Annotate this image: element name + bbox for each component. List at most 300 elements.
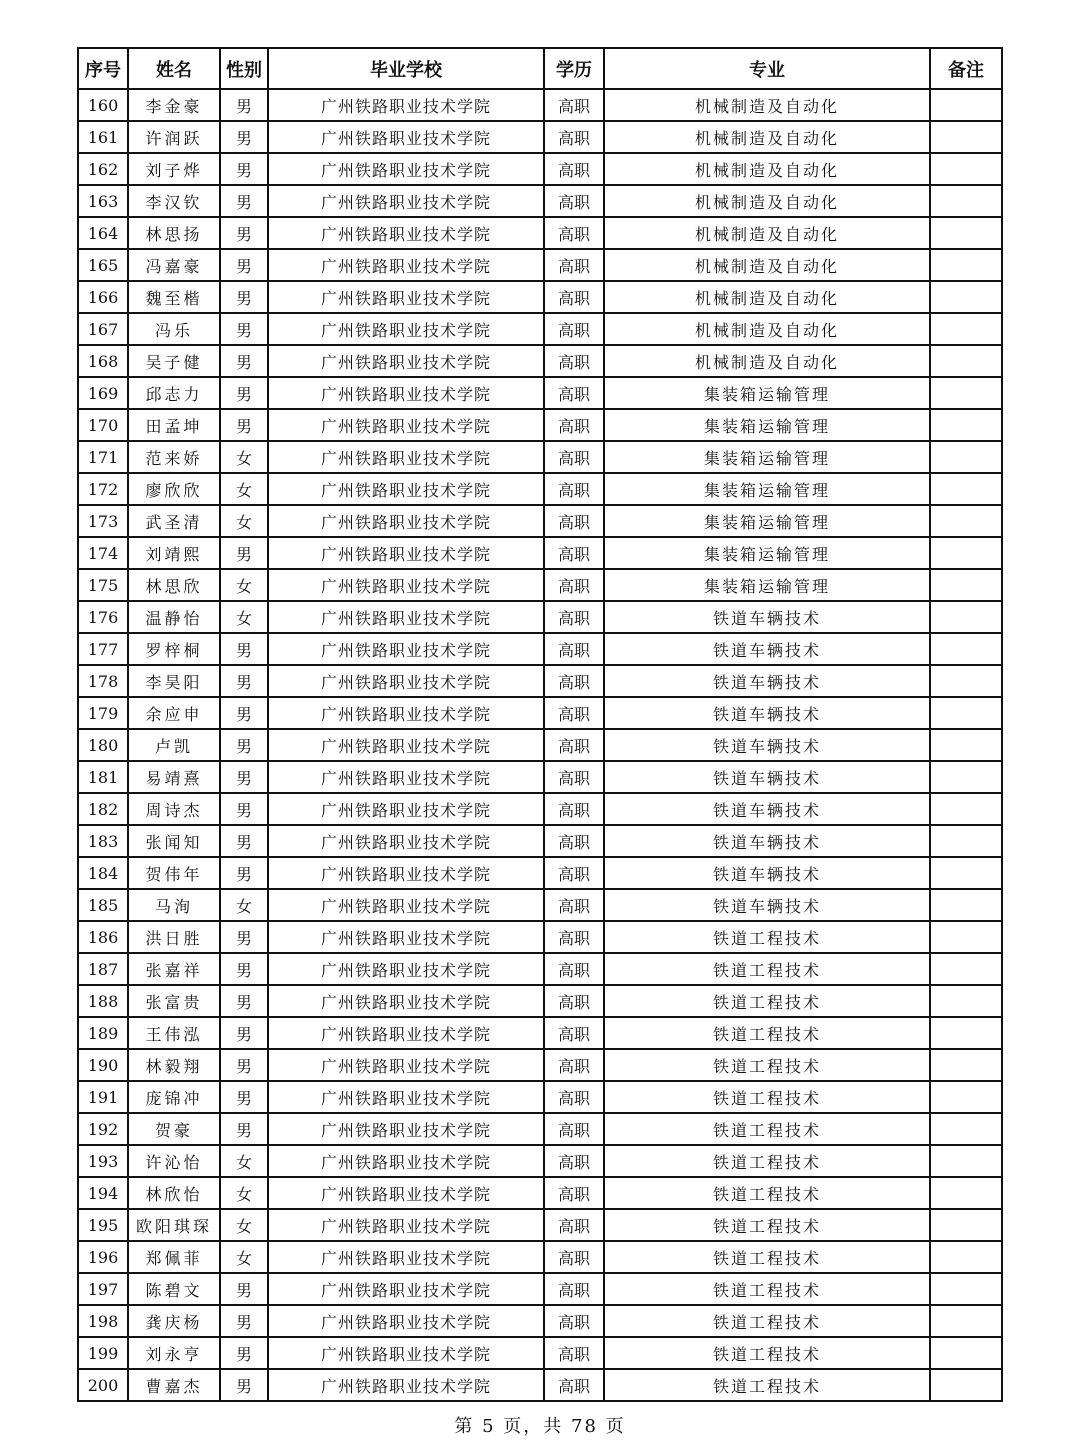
cell-name: 林思扬 xyxy=(128,217,220,249)
cell-education: 高职 xyxy=(544,249,604,281)
cell-education: 高职 xyxy=(544,1145,604,1177)
cell-remarks xyxy=(930,1177,1002,1209)
cell-name: 王伟泓 xyxy=(128,1017,220,1049)
cell-major: 铁道工程技术 xyxy=(604,1081,930,1113)
cell-education: 高职 xyxy=(544,409,604,441)
cell-name: 刘永亨 xyxy=(128,1337,220,1369)
cell-remarks xyxy=(930,1017,1002,1049)
cell-seq: 163 xyxy=(78,185,128,217)
cell-school: 广州铁路职业技术学院 xyxy=(268,857,544,889)
cell-remarks xyxy=(930,729,1002,761)
cell-seq: 164 xyxy=(78,217,128,249)
cell-remarks xyxy=(930,185,1002,217)
table-row xyxy=(78,1177,1002,1209)
table-row xyxy=(78,537,1002,569)
cell-school: 广州铁路职业技术学院 xyxy=(268,185,544,217)
cell-gender: 男 xyxy=(220,313,268,345)
cell-seq: 199 xyxy=(78,1337,128,1369)
table-row xyxy=(78,121,1002,153)
cell-major: 铁道工程技术 xyxy=(604,953,930,985)
cell-remarks xyxy=(930,281,1002,313)
cell-education: 高职 xyxy=(544,121,604,153)
cell-seq: 174 xyxy=(78,537,128,569)
cell-name: 冯乐 xyxy=(128,313,220,345)
cell-name: 郑佩菲 xyxy=(128,1241,220,1273)
cell-gender: 男 xyxy=(220,985,268,1017)
cell-seq: 195 xyxy=(78,1209,128,1241)
cell-gender: 男 xyxy=(220,761,268,793)
cell-remarks xyxy=(930,1305,1002,1337)
cell-seq: 167 xyxy=(78,313,128,345)
cell-seq: 197 xyxy=(78,1273,128,1305)
cell-major: 铁道工程技术 xyxy=(604,1369,930,1401)
cell-school: 广州铁路职业技术学院 xyxy=(268,985,544,1017)
cell-seq: 184 xyxy=(78,857,128,889)
cell-education: 高职 xyxy=(544,1177,604,1209)
cell-major: 铁道车辆技术 xyxy=(604,857,930,889)
cell-school: 广州铁路职业技术学院 xyxy=(268,1305,544,1337)
cell-education: 高职 xyxy=(544,89,604,121)
table-row xyxy=(78,505,1002,537)
table-row xyxy=(78,473,1002,505)
cell-major: 机械制造及自动化 xyxy=(604,281,930,313)
cell-major: 铁道车辆技术 xyxy=(604,889,930,921)
cell-education: 高职 xyxy=(544,761,604,793)
cell-gender: 男 xyxy=(220,825,268,857)
header-name: 姓名 xyxy=(128,48,220,89)
cell-major: 铁道车辆技术 xyxy=(604,761,930,793)
cell-name: 李昊阳 xyxy=(128,665,220,697)
cell-gender: 男 xyxy=(220,633,268,665)
cell-gender: 男 xyxy=(220,1273,268,1305)
cell-seq: 177 xyxy=(78,633,128,665)
cell-gender: 男 xyxy=(220,345,268,377)
cell-school: 广州铁路职业技术学院 xyxy=(268,729,544,761)
table-row xyxy=(78,1113,1002,1145)
table-row xyxy=(78,985,1002,1017)
cell-gender: 男 xyxy=(220,729,268,761)
cell-education: 高职 xyxy=(544,1241,604,1273)
cell-seq: 194 xyxy=(78,1177,128,1209)
table-row xyxy=(78,857,1002,889)
cell-seq: 186 xyxy=(78,921,128,953)
cell-name: 贺伟年 xyxy=(128,857,220,889)
cell-school: 广州铁路职业技术学院 xyxy=(268,601,544,633)
cell-school: 广州铁路职业技术学院 xyxy=(268,537,544,569)
cell-remarks xyxy=(930,537,1002,569)
cell-seq: 169 xyxy=(78,377,128,409)
cell-major: 集装箱运输管理 xyxy=(604,377,930,409)
cell-education: 高职 xyxy=(544,313,604,345)
cell-remarks xyxy=(930,889,1002,921)
cell-seq: 162 xyxy=(78,153,128,185)
table-row xyxy=(78,217,1002,249)
cell-seq: 173 xyxy=(78,505,128,537)
cell-major: 集装箱运输管理 xyxy=(604,441,930,473)
cell-school: 广州铁路职业技术学院 xyxy=(268,1241,544,1273)
cell-gender: 男 xyxy=(220,953,268,985)
cell-remarks xyxy=(930,569,1002,601)
cell-major: 铁道车辆技术 xyxy=(604,697,930,729)
table-row xyxy=(78,377,1002,409)
table-row xyxy=(78,1081,1002,1113)
cell-school: 广州铁路职业技术学院 xyxy=(268,761,544,793)
cell-seq: 180 xyxy=(78,729,128,761)
cell-school: 广州铁路职业技术学院 xyxy=(268,89,544,121)
cell-name: 范来娇 xyxy=(128,441,220,473)
cell-remarks xyxy=(930,1209,1002,1241)
cell-name: 张富贵 xyxy=(128,985,220,1017)
table-row xyxy=(78,665,1002,697)
cell-remarks xyxy=(930,857,1002,889)
cell-remarks xyxy=(930,633,1002,665)
cell-education: 高职 xyxy=(544,1305,604,1337)
cell-name: 周诗杰 xyxy=(128,793,220,825)
cell-name: 武圣清 xyxy=(128,505,220,537)
roster-table xyxy=(77,47,1003,1402)
table-row xyxy=(78,761,1002,793)
cell-education: 高职 xyxy=(544,185,604,217)
cell-gender: 男 xyxy=(220,1049,268,1081)
cell-gender: 男 xyxy=(220,217,268,249)
cell-major: 铁道工程技术 xyxy=(604,1017,930,1049)
cell-seq: 165 xyxy=(78,249,128,281)
cell-school: 广州铁路职业技术学院 xyxy=(268,569,544,601)
cell-remarks xyxy=(930,1337,1002,1369)
cell-remarks xyxy=(930,1081,1002,1113)
cell-name: 林毅翔 xyxy=(128,1049,220,1081)
cell-remarks xyxy=(930,249,1002,281)
cell-education: 高职 xyxy=(544,857,604,889)
cell-school: 广州铁路职业技术学院 xyxy=(268,505,544,537)
table-row xyxy=(78,793,1002,825)
cell-name: 刘子烨 xyxy=(128,153,220,185)
cell-education: 高职 xyxy=(544,1337,604,1369)
cell-name: 洪日胜 xyxy=(128,921,220,953)
table-row xyxy=(78,697,1002,729)
cell-name: 马洵 xyxy=(128,889,220,921)
cell-school: 广州铁路职业技术学院 xyxy=(268,281,544,313)
cell-school: 广州铁路职业技术学院 xyxy=(268,697,544,729)
table-row xyxy=(78,889,1002,921)
cell-education: 高职 xyxy=(544,1273,604,1305)
cell-education: 高职 xyxy=(544,921,604,953)
cell-major: 铁道工程技术 xyxy=(604,1209,930,1241)
cell-seq: 183 xyxy=(78,825,128,857)
cell-school: 广州铁路职业技术学院 xyxy=(268,921,544,953)
cell-education: 高职 xyxy=(544,569,604,601)
cell-name: 林思欣 xyxy=(128,569,220,601)
cell-major: 集装箱运输管理 xyxy=(604,569,930,601)
cell-name: 贺豪 xyxy=(128,1113,220,1145)
cell-name: 张嘉祥 xyxy=(128,953,220,985)
cell-remarks xyxy=(930,473,1002,505)
cell-gender: 男 xyxy=(220,89,268,121)
cell-seq: 200 xyxy=(78,1369,128,1401)
table-body xyxy=(78,89,1002,1401)
cell-name: 李金豪 xyxy=(128,89,220,121)
cell-gender: 女 xyxy=(220,441,268,473)
cell-education: 高职 xyxy=(544,537,604,569)
table-row xyxy=(78,1337,1002,1369)
cell-remarks xyxy=(930,377,1002,409)
cell-seq: 171 xyxy=(78,441,128,473)
cell-seq: 178 xyxy=(78,665,128,697)
cell-seq: 172 xyxy=(78,473,128,505)
cell-gender: 男 xyxy=(220,1305,268,1337)
cell-gender: 男 xyxy=(220,377,268,409)
cell-gender: 男 xyxy=(220,697,268,729)
table-row xyxy=(78,825,1002,857)
cell-remarks xyxy=(930,153,1002,185)
table-row xyxy=(78,1145,1002,1177)
cell-major: 铁道工程技术 xyxy=(604,1049,930,1081)
table-header-row xyxy=(78,48,1002,89)
cell-school: 广州铁路职业技术学院 xyxy=(268,153,544,185)
cell-gender: 男 xyxy=(220,1081,268,1113)
cell-remarks xyxy=(930,953,1002,985)
cell-gender: 女 xyxy=(220,569,268,601)
cell-major: 机械制造及自动化 xyxy=(604,121,930,153)
cell-school: 广州铁路职业技术学院 xyxy=(268,953,544,985)
cell-seq: 187 xyxy=(78,953,128,985)
table-row xyxy=(78,633,1002,665)
cell-school: 广州铁路职业技术学院 xyxy=(268,1177,544,1209)
cell-remarks xyxy=(930,1049,1002,1081)
table-row xyxy=(78,1241,1002,1273)
cell-education: 高职 xyxy=(544,1081,604,1113)
cell-seq: 161 xyxy=(78,121,128,153)
cell-gender: 女 xyxy=(220,1209,268,1241)
cell-remarks xyxy=(930,1145,1002,1177)
cell-education: 高职 xyxy=(544,473,604,505)
cell-name: 许润跃 xyxy=(128,121,220,153)
cell-gender: 女 xyxy=(220,601,268,633)
table-row xyxy=(78,89,1002,121)
cell-education: 高职 xyxy=(544,505,604,537)
header-gender: 性别 xyxy=(220,48,268,89)
cell-school: 广州铁路职业技术学院 xyxy=(268,473,544,505)
cell-name: 许沁怡 xyxy=(128,1145,220,1177)
cell-remarks xyxy=(930,409,1002,441)
cell-seq: 196 xyxy=(78,1241,128,1273)
cell-gender: 男 xyxy=(220,793,268,825)
cell-seq: 170 xyxy=(78,409,128,441)
cell-education: 高职 xyxy=(544,697,604,729)
cell-seq: 160 xyxy=(78,89,128,121)
cell-remarks xyxy=(930,921,1002,953)
cell-education: 高职 xyxy=(544,793,604,825)
cell-major: 铁道工程技术 xyxy=(604,1273,930,1305)
cell-gender: 男 xyxy=(220,921,268,953)
table-row xyxy=(78,185,1002,217)
cell-seq: 190 xyxy=(78,1049,128,1081)
cell-seq: 181 xyxy=(78,761,128,793)
cell-name: 邱志力 xyxy=(128,377,220,409)
table-row xyxy=(78,441,1002,473)
cell-major: 机械制造及自动化 xyxy=(604,345,930,377)
table-row xyxy=(78,409,1002,441)
cell-school: 广州铁路职业技术学院 xyxy=(268,1337,544,1369)
cell-seq: 191 xyxy=(78,1081,128,1113)
cell-remarks xyxy=(930,985,1002,1017)
cell-education: 高职 xyxy=(544,217,604,249)
cell-remarks xyxy=(930,1273,1002,1305)
cell-education: 高职 xyxy=(544,889,604,921)
table-row xyxy=(78,569,1002,601)
cell-education: 高职 xyxy=(544,953,604,985)
cell-gender: 女 xyxy=(220,1145,268,1177)
cell-name: 卢凯 xyxy=(128,729,220,761)
cell-education: 高职 xyxy=(544,153,604,185)
cell-education: 高职 xyxy=(544,345,604,377)
cell-major: 铁道车辆技术 xyxy=(604,633,930,665)
table-row xyxy=(78,249,1002,281)
cell-seq: 175 xyxy=(78,569,128,601)
cell-remarks xyxy=(930,1113,1002,1145)
cell-remarks xyxy=(930,345,1002,377)
table-row xyxy=(78,1017,1002,1049)
cell-seq: 193 xyxy=(78,1145,128,1177)
cell-school: 广州铁路职业技术学院 xyxy=(268,441,544,473)
header-major: 专业 xyxy=(604,48,930,89)
cell-remarks xyxy=(930,217,1002,249)
cell-education: 高职 xyxy=(544,601,604,633)
cell-name: 罗梓桐 xyxy=(128,633,220,665)
cell-gender: 女 xyxy=(220,1241,268,1273)
cell-school: 广州铁路职业技术学院 xyxy=(268,1017,544,1049)
cell-name: 欧阳琪琛 xyxy=(128,1209,220,1241)
cell-remarks xyxy=(930,1241,1002,1273)
cell-major: 铁道工程技术 xyxy=(604,1113,930,1145)
cell-school: 广州铁路职业技术学院 xyxy=(268,249,544,281)
cell-gender: 男 xyxy=(220,153,268,185)
cell-major: 铁道工程技术 xyxy=(604,921,930,953)
cell-name: 魏至楷 xyxy=(128,281,220,313)
cell-school: 广州铁路职业技术学院 xyxy=(268,825,544,857)
cell-school: 广州铁路职业技术学院 xyxy=(268,1273,544,1305)
cell-gender: 女 xyxy=(220,889,268,921)
cell-education: 高职 xyxy=(544,1017,604,1049)
cell-major: 铁道车辆技术 xyxy=(604,665,930,697)
cell-school: 广州铁路职业技术学院 xyxy=(268,313,544,345)
cell-major: 铁道车辆技术 xyxy=(604,825,930,857)
cell-remarks xyxy=(930,665,1002,697)
cell-seq: 189 xyxy=(78,1017,128,1049)
cell-gender: 男 xyxy=(220,409,268,441)
cell-school: 广州铁路职业技术学院 xyxy=(268,889,544,921)
cell-gender: 男 xyxy=(220,1337,268,1369)
cell-remarks xyxy=(930,441,1002,473)
cell-name: 冯嘉豪 xyxy=(128,249,220,281)
cell-name: 曹嘉杰 xyxy=(128,1369,220,1401)
cell-name: 温静怡 xyxy=(128,601,220,633)
cell-remarks xyxy=(930,89,1002,121)
table-row xyxy=(78,729,1002,761)
cell-name: 龚庆杨 xyxy=(128,1305,220,1337)
cell-remarks xyxy=(930,313,1002,345)
cell-school: 广州铁路职业技术学院 xyxy=(268,1113,544,1145)
cell-education: 高职 xyxy=(544,729,604,761)
cell-seq: 182 xyxy=(78,793,128,825)
cell-major: 铁道车辆技术 xyxy=(604,729,930,761)
cell-seq: 176 xyxy=(78,601,128,633)
cell-school: 广州铁路职业技术学院 xyxy=(268,633,544,665)
cell-remarks xyxy=(930,825,1002,857)
cell-major: 铁道工程技术 xyxy=(604,1305,930,1337)
cell-major: 集装箱运输管理 xyxy=(604,409,930,441)
table-row xyxy=(78,921,1002,953)
cell-education: 高职 xyxy=(544,377,604,409)
cell-education: 高职 xyxy=(544,1209,604,1241)
cell-major: 铁道车辆技术 xyxy=(604,601,930,633)
cell-gender: 男 xyxy=(220,121,268,153)
cell-name: 田孟坤 xyxy=(128,409,220,441)
cell-school: 广州铁路职业技术学院 xyxy=(268,217,544,249)
table-row xyxy=(78,1049,1002,1081)
cell-education: 高职 xyxy=(544,1049,604,1081)
cell-education: 高职 xyxy=(544,281,604,313)
cell-school: 广州铁路职业技术学院 xyxy=(268,377,544,409)
table-row xyxy=(78,153,1002,185)
cell-school: 广州铁路职业技术学院 xyxy=(268,1145,544,1177)
cell-seq: 198 xyxy=(78,1305,128,1337)
cell-gender: 男 xyxy=(220,1369,268,1401)
table-row xyxy=(78,345,1002,377)
cell-school: 广州铁路职业技术学院 xyxy=(268,793,544,825)
cell-school: 广州铁路职业技术学院 xyxy=(268,665,544,697)
cell-name: 陈碧文 xyxy=(128,1273,220,1305)
cell-gender: 女 xyxy=(220,505,268,537)
cell-seq: 188 xyxy=(78,985,128,1017)
cell-major: 集装箱运输管理 xyxy=(604,537,930,569)
cell-school: 广州铁路职业技术学院 xyxy=(268,1209,544,1241)
cell-name: 张闻知 xyxy=(128,825,220,857)
table-row xyxy=(78,313,1002,345)
cell-major: 集装箱运输管理 xyxy=(604,505,930,537)
cell-education: 高职 xyxy=(544,665,604,697)
cell-remarks xyxy=(930,761,1002,793)
table-row xyxy=(78,1305,1002,1337)
cell-name: 庞锦冲 xyxy=(128,1081,220,1113)
cell-name: 余应申 xyxy=(128,697,220,729)
cell-school: 广州铁路职业技术学院 xyxy=(268,1081,544,1113)
cell-school: 广州铁路职业技术学院 xyxy=(268,345,544,377)
cell-gender: 男 xyxy=(220,665,268,697)
header-school: 毕业学校 xyxy=(268,48,544,89)
cell-education: 高职 xyxy=(544,825,604,857)
cell-seq: 179 xyxy=(78,697,128,729)
table-row xyxy=(78,1273,1002,1305)
table-row xyxy=(78,281,1002,313)
cell-seq: 185 xyxy=(78,889,128,921)
table-row xyxy=(78,601,1002,633)
cell-major: 铁道工程技术 xyxy=(604,1241,930,1273)
cell-education: 高职 xyxy=(544,633,604,665)
cell-remarks xyxy=(930,505,1002,537)
cell-name: 吴子健 xyxy=(128,345,220,377)
cell-major: 集装箱运输管理 xyxy=(604,473,930,505)
cell-seq: 168 xyxy=(78,345,128,377)
cell-education: 高职 xyxy=(544,441,604,473)
cell-gender: 男 xyxy=(220,281,268,313)
cell-major: 机械制造及自动化 xyxy=(604,153,930,185)
header-remarks: 备注 xyxy=(930,48,1002,89)
cell-major: 铁道工程技术 xyxy=(604,1177,930,1209)
cell-major: 机械制造及自动化 xyxy=(604,249,930,281)
cell-school: 广州铁路职业技术学院 xyxy=(268,1049,544,1081)
cell-major: 机械制造及自动化 xyxy=(604,217,930,249)
